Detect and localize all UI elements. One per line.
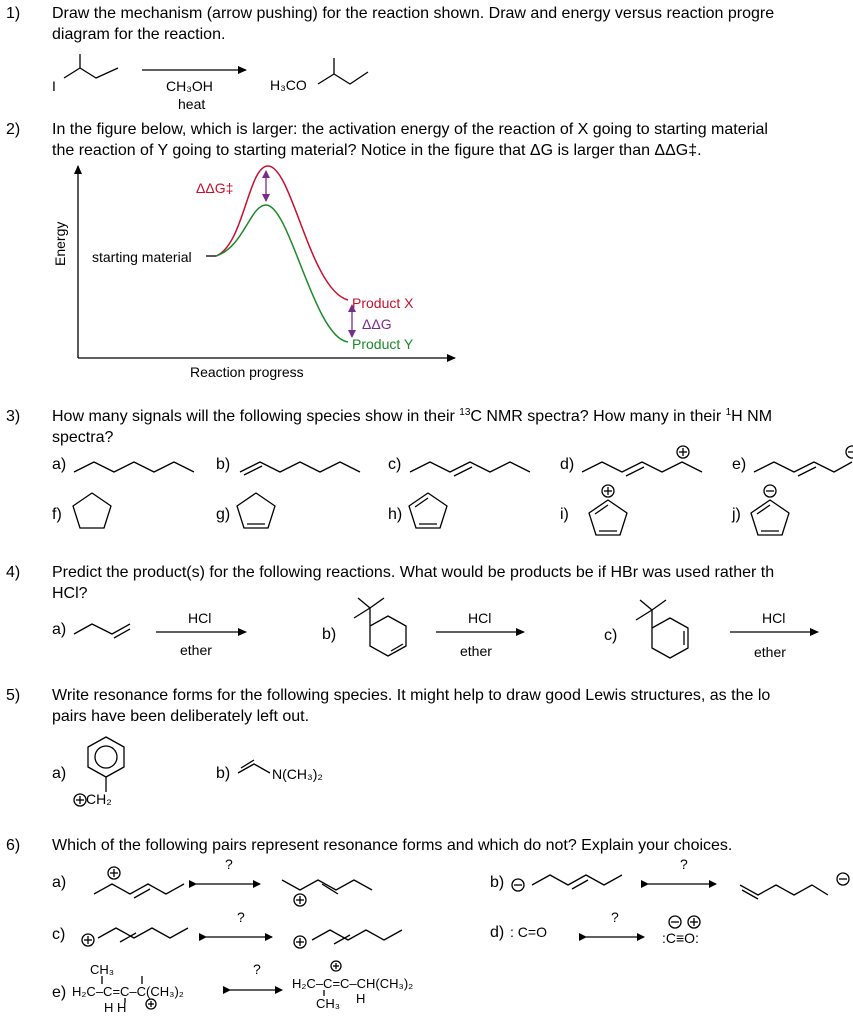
q2-number: 2) bbox=[6, 121, 21, 138]
q6-text-line1: Which of the following pairs represent resonance forms and which do not? Explain your choices. bbox=[52, 837, 733, 854]
q4-b-solvent: ether bbox=[460, 643, 492, 659]
q1-text-line2: diagram for the reaction. bbox=[52, 26, 226, 43]
q5-amine-label: N(CH₃)₂ bbox=[272, 766, 323, 782]
q6-d-left-co: : C=O bbox=[510, 924, 547, 940]
q6-d-right-co: :C≡O: bbox=[662, 930, 699, 946]
q4-label-b: b) bbox=[322, 626, 337, 643]
q6-a-right-structure bbox=[282, 880, 372, 906]
q3-text-line2: spectra? bbox=[52, 429, 114, 446]
q5-ch2-label: CH₂ bbox=[86, 791, 112, 807]
q3-label-a: a) bbox=[52, 456, 67, 473]
q6-c-question: ? bbox=[237, 909, 245, 925]
q2-product-y-label: Product Y bbox=[352, 336, 414, 352]
q6-label-a: a) bbox=[52, 874, 67, 891]
q3-label-e: e) bbox=[732, 456, 747, 473]
q5-label-b: b) bbox=[216, 765, 231, 782]
q6-a-left-structure bbox=[94, 867, 184, 898]
q4-c-reagent: HCl bbox=[762, 610, 786, 626]
q6-label-d: d) bbox=[490, 924, 505, 941]
q3-label-g: g) bbox=[216, 506, 231, 523]
q4-b-reagent: HCl bbox=[468, 610, 492, 626]
q4-label-c: c) bbox=[604, 627, 618, 644]
q2-ddg-product-label: ΔΔG bbox=[362, 316, 392, 332]
q3-label-f: f) bbox=[52, 506, 62, 523]
q2-curve-y bbox=[216, 205, 348, 342]
q3-label-j: j) bbox=[732, 506, 741, 523]
q6-label-e: e) bbox=[52, 984, 67, 1001]
q4-c-structure bbox=[636, 600, 688, 658]
q6-e-right-hydrogen: H bbox=[356, 991, 366, 1006]
q3-label-i: i) bbox=[560, 506, 569, 523]
q4-b-structure bbox=[354, 598, 406, 656]
q6-c-right-structure bbox=[294, 930, 402, 948]
q3-text-line1: How many signals will the following species show in their $^{13}$C NMR spectra? How many in their $^1$H NM bbox=[52, 407, 773, 425]
q2-text-line2: the reaction of Y going to starting material? Notice in the figure that ΔG is larger than ΔΔG‡. bbox=[52, 142, 702, 159]
q3-f-structure bbox=[73, 493, 111, 528]
q2-product-x-label: Product X bbox=[352, 295, 414, 311]
q4-a-reagent: HCl bbox=[188, 610, 212, 626]
q3-j-structure bbox=[751, 485, 789, 535]
q6-e-left-hydrogens: H H bbox=[104, 1000, 127, 1015]
q6-e-question: ? bbox=[253, 961, 261, 977]
q3-a-structure bbox=[74, 462, 194, 472]
q2-starting-material-label: starting material bbox=[92, 249, 192, 265]
q1-condition: heat bbox=[178, 96, 206, 112]
q6-e-left-formula: H₂C–C=C–C(CH₃)₂ bbox=[72, 984, 184, 999]
q1-iodide-label: I bbox=[52, 78, 56, 94]
q6-e-right-ch3: CH₃ bbox=[316, 996, 341, 1011]
q2-curve-x bbox=[216, 166, 348, 300]
q1-text-line1: Draw the mechanism (arrow pushing) for the reaction shown. Draw and energy versus reaction progre bbox=[52, 5, 775, 22]
q3-g-structure bbox=[237, 493, 275, 528]
q5-number: 5) bbox=[6, 687, 21, 704]
q6-label-c: c) bbox=[52, 926, 66, 943]
q6-b-left-structure bbox=[512, 875, 622, 891]
q5-a-benzyl-structure bbox=[74, 737, 124, 806]
q1-number: 1) bbox=[6, 5, 21, 22]
q3-d-structure bbox=[582, 446, 702, 476]
q2-text-line1: In the figure below, which is larger: the activation energy of the reaction of X going to starting material bbox=[52, 121, 768, 138]
q4-text-line1: Predict the product(s) for the following reactions. What would be products be if HBr was used rather th bbox=[52, 564, 775, 581]
q5-label-a: a) bbox=[52, 765, 67, 782]
q3-label-b: b) bbox=[216, 456, 231, 473]
q3-number: 3) bbox=[6, 408, 21, 425]
q3-label-d: d) bbox=[560, 456, 575, 473]
q6-b-right-structure bbox=[740, 873, 849, 899]
q4-text-line2: HCl? bbox=[52, 585, 88, 602]
q3-label-c: c) bbox=[388, 456, 402, 473]
q3-c-structure bbox=[410, 462, 530, 476]
q6-d-question: ? bbox=[611, 909, 619, 925]
q2-y-axis-label: Energy bbox=[52, 221, 68, 266]
q4-c-solvent: ether bbox=[754, 644, 786, 660]
q1-ether-product-structure bbox=[318, 58, 368, 84]
q3-i-structure bbox=[589, 485, 627, 535]
q2-x-axis-label: Reaction progress bbox=[190, 364, 304, 380]
q1-alkyl-iodide-structure bbox=[64, 54, 118, 78]
q6-d-charges bbox=[669, 916, 700, 928]
q6-e-left-ch3: CH₃ bbox=[90, 962, 115, 977]
q5-text-line2: pairs have been deliberately left out. bbox=[52, 708, 310, 725]
q3-label-h: h) bbox=[388, 506, 403, 523]
q5-text-line1: Write resonance forms for the following species. It might help to draw good Lewis structures, as the lo bbox=[52, 687, 771, 704]
q6-label-b: b) bbox=[490, 874, 505, 891]
q6-e-right-formula: H₂C–C=C–CH(CH₃)₂ bbox=[292, 976, 414, 991]
q1-reagent: CH₃OH bbox=[166, 78, 213, 94]
q1-product-methoxy: H₃CO bbox=[270, 77, 307, 93]
q6-c-left-structure bbox=[82, 928, 188, 946]
q6-number: 6) bbox=[6, 837, 21, 854]
q4-number: 4) bbox=[6, 564, 21, 581]
q6-a-question: ? bbox=[225, 856, 233, 872]
q4-label-a: a) bbox=[52, 621, 67, 638]
q2-ddg-ts-label: ΔΔG‡ bbox=[196, 180, 234, 196]
q3-e-structure bbox=[754, 446, 853, 476]
q6-b-question: ? bbox=[680, 856, 688, 872]
q3-b-structure bbox=[240, 462, 360, 475]
q5-b-enamine-structure bbox=[238, 760, 270, 773]
q4-a-solvent: ether bbox=[180, 642, 212, 658]
q3-h-structure bbox=[409, 493, 447, 528]
q4-a-structure bbox=[74, 624, 130, 638]
q6-e-charges bbox=[102, 961, 341, 1009]
